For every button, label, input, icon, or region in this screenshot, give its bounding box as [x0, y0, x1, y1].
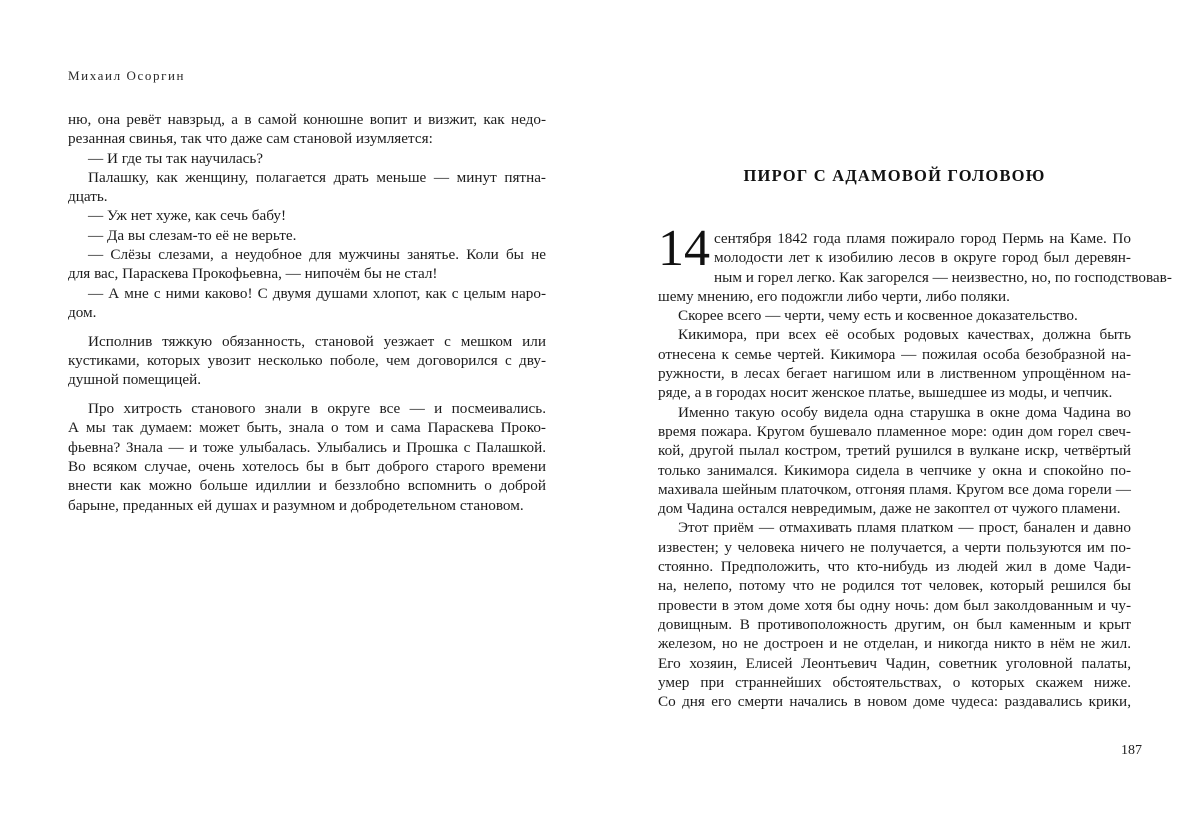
text-line: кустиками, которых увозит несколько поболе, чем договорился с дву-: [68, 352, 546, 370]
right-page: [600, 0, 1200, 822]
text-line: душной помещицей.: [68, 371, 202, 389]
text-line: ряде, а в городах носит женское платье, вышедшее из моды, и чепчик.: [658, 384, 1113, 402]
text-line: стоянно. Предположить, что кто-нибудь из людей жил в доме Чади-: [658, 558, 1131, 576]
text-line: на, нелепо, потому что не родился тот человек, который решился бы: [658, 577, 1131, 595]
text-line: кой, другой пылал костром, третий рушился в вулкане искр, четвёртый: [658, 442, 1131, 460]
text-line: ружности, в лесах бегает нагишом или в лиственном упрощённом на-: [658, 365, 1131, 383]
right-page-text: [658, 220, 1172, 711]
text-line: Про хитрость станового знали в округе все — и посмеивались.: [88, 400, 546, 418]
left-page-text: [68, 110, 546, 515]
text-line: отнесена к семье чертей. Кикимора — пожилая особа безобразной на-: [658, 345, 1131, 363]
text-line: дом.: [68, 303, 97, 321]
text-line: дом Чадина остался невредимым, даже не закоптел от чужого пламени.: [658, 500, 1121, 518]
text-line: ню, она ревёт навзрыд, а в самой конюшне вопит и визжит, как недо-: [68, 111, 546, 128]
text-line: Этот приём — отмахивать пламя платком — прост, банален и давно: [678, 519, 1131, 537]
text-line: дцать.: [68, 188, 108, 206]
text-line: Его хозяин, Елисей Леонтьевич Чадин, советник уголовной палаты,: [658, 654, 1131, 672]
text-line: провести в этом доме хотя бы одну ночь: дом был заколдованным и чу-: [658, 596, 1131, 614]
text-line: Во всяком случае, очень хотелось бы в быт доброго старого времени: [68, 458, 546, 476]
text-line: только занимался. Кикимора сидела в чепчике у окна и спокойно по-: [658, 461, 1131, 479]
text-line: Исполнив тяжкую обязанность, становой уезжает с мешком или: [88, 332, 546, 350]
text-line: железом, но не достроен и не отделан, и никогда никто в нём не жил.: [658, 635, 1131, 653]
text-line: известен; у человека ничего не получается, а черти пользуются им по-: [658, 538, 1131, 556]
text-line: внести как можно больше идиллии и беззлобно вспомнить о доброй: [68, 477, 546, 495]
drop-cap: 14: [658, 220, 710, 277]
running-head-author: Михаил Осоргин: [68, 68, 186, 83]
text-line: Палашку, как женщину, полагается драть меньше — минут пятна-: [88, 168, 546, 186]
text-line: фьевна? Знала — и тоже улыбалась. Улыбались и Прошка с Палашкой.: [68, 438, 546, 456]
text-line: Именно такую особу видела одна старушка в окне дома Чадина во: [678, 403, 1131, 421]
text-line: для вас, Параскева Прокофьевна, — нипочём бы не стал!: [68, 265, 438, 283]
text-line: — Уж нет хуже, как сечь бабу!: [88, 207, 287, 225]
text-line-first: сентября 1842 года пламя пожирало город Пермь на Каме. По: [714, 230, 1131, 247]
text-line: довищным. В противоположность другим, он был каменным и крыт: [658, 615, 1131, 633]
text-line: резанная свинья, так что даже сам становой изумляется:: [68, 130, 433, 148]
text-line: умер при страннейших обстоятельствах, о которых скажем ниже.: [658, 673, 1131, 691]
text-line: — Слёзы слезами, а неудобное для мужчины занятье. Коли бы не: [88, 246, 546, 264]
text-line: Со дня его смерти начались в новом доме чудеса: раздавались крики,: [658, 693, 1131, 711]
text-line: ным и горел легко. Как загорелся — неизвестно, но, по господствовав-: [714, 268, 1172, 286]
text-line: Скорее всего — черти, чему есть и косвенное доказательство.: [678, 307, 1078, 325]
page-number: 187: [1121, 743, 1142, 758]
text-line: барыне, преданных ей душах и разумном и добродетельном становом.: [68, 496, 524, 514]
text-line: шему мнению, его подожгли либо черти, либо поляки.: [658, 287, 1010, 305]
text-line: — А мне с ними каково! С двумя душами хлопот, как с целым наро-: [88, 284, 546, 302]
text-line: Кикимора, при всех её особых родовых качествах, должна быть: [678, 326, 1131, 344]
text-line: — Да вы слезам-то её не верьте.: [88, 226, 297, 244]
text-line: время пожара. Кругом бушевало пламенное море: один дом горел свеч-: [658, 422, 1131, 440]
text-line: махивала шейным платочком, отгоняя пламя. Кругом все дома горели —: [658, 480, 1131, 498]
text-line: А мы так думаем: может быть, знала о том и сама Параскева Проко-: [68, 419, 546, 437]
chapter-title: ПИРОГ С АДАМОВОЙ ГОЛОВОЮ: [743, 166, 1046, 185]
text-line-second: молодости лет к изобилию лесов в округе город был деревян-: [714, 249, 1131, 267]
text-line: — И где ты так научилась?: [88, 149, 264, 167]
